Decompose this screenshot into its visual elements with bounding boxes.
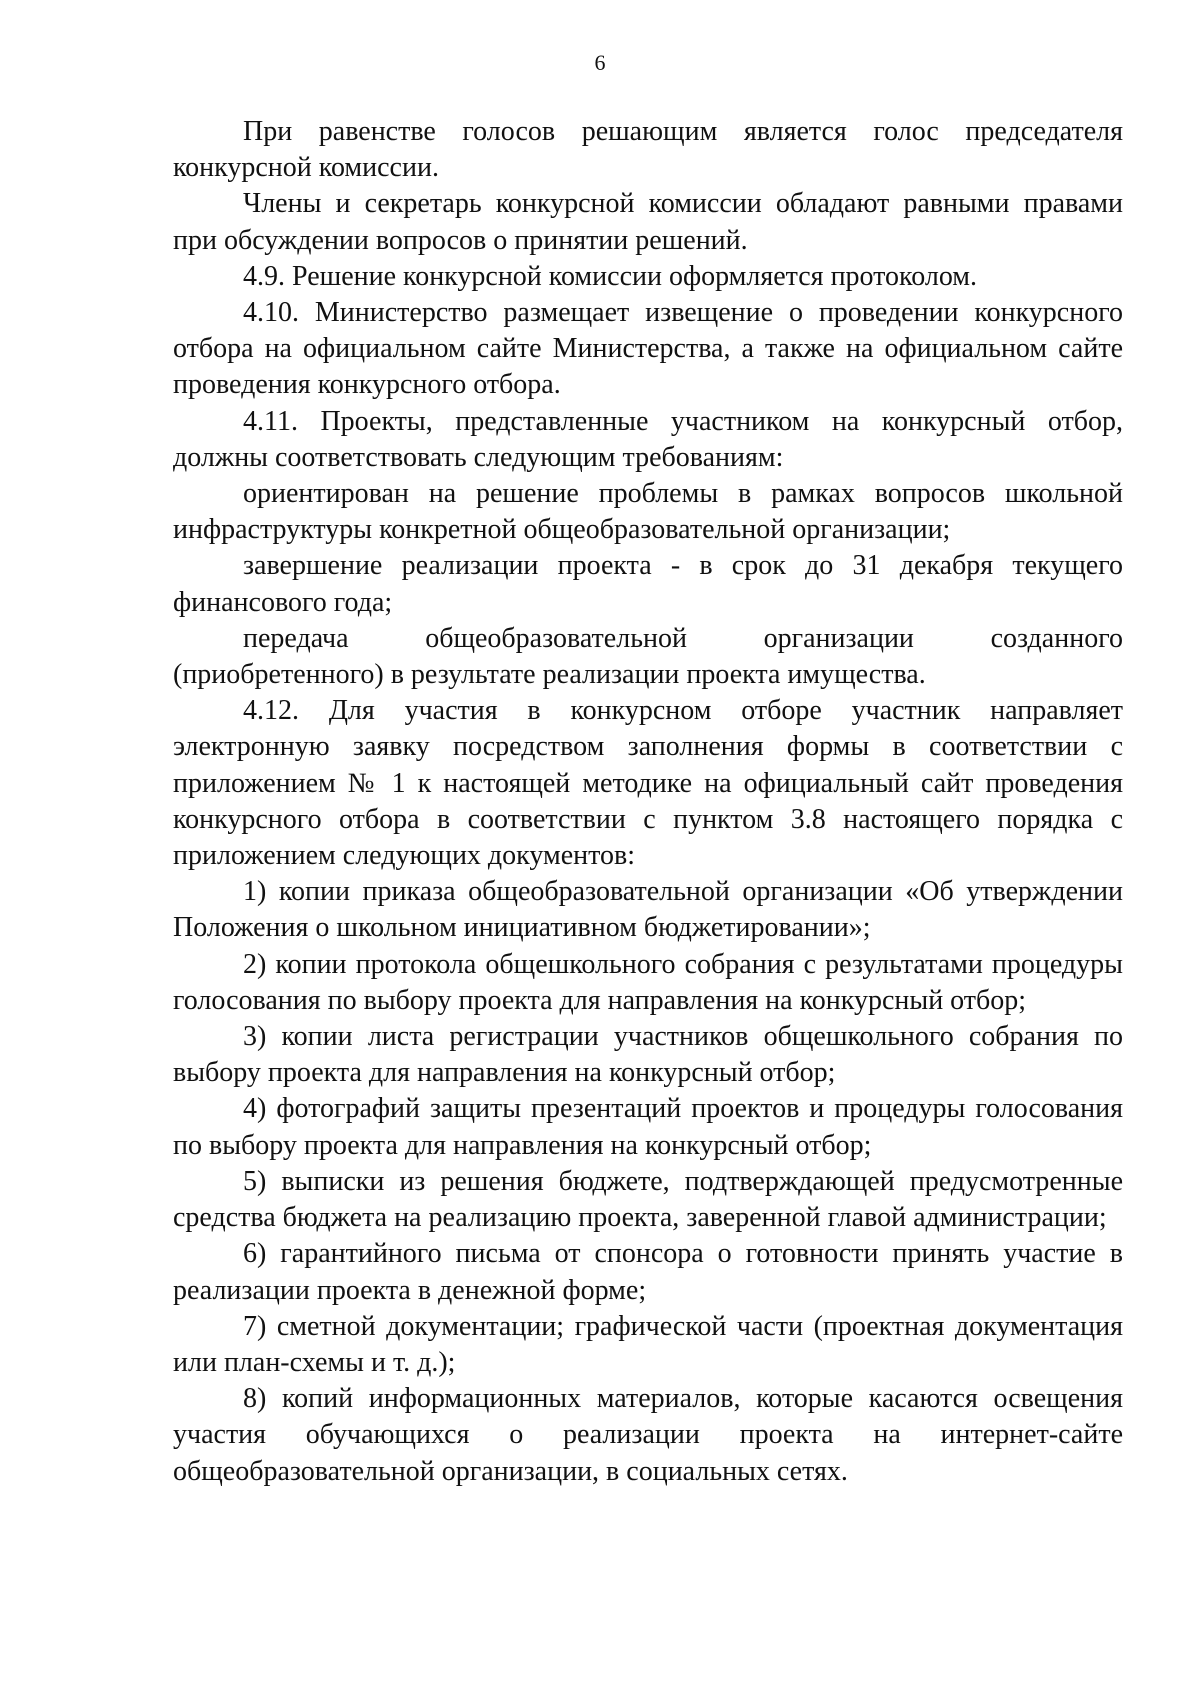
document-list-item: 1) копии приказа общеобразовательной организации «Об утверждении Положения о школьном инициативном бюджетировании»; (173, 876, 1123, 944)
requirement-item: передача общеобразовательной организации созданного (приобретенного) в результате реализации проекта имущества. (173, 622, 1123, 691)
document-list-item: 8) копий информационных материалов, которые касаются освещения участия обучающихся о реализации проекта на интернет-сайте общеобразовательной организации, в социальных сетях. (173, 1383, 1123, 1487)
document-list-item: 6) гарантийного письма от спонсора о готовности принять участие в реализации проекта в денежной форме; (173, 1238, 1123, 1306)
document-list-item: 5) выписки из решения бюджете, подтверждающей предусмотренные средства бюджета на реализацию проекта, заверенной главой администрации; (173, 1165, 1123, 1234)
requirement-item: завершение реализации проекта - в срок до 31 декабря текущего финансового года; (173, 550, 1123, 618)
paragraph-4-10: 4.10. Министерство размещает извещение о проведении конкурсного отбора на официальном сайте Министерства, а также на официальном сайте проведения конкурсного отбора. (173, 297, 1123, 401)
document-list-item: 4) фотографий защиты презентаций проектов и процедуры голосования по выбору проекта для направления на конкурсный отбор; (173, 1093, 1123, 1161)
document-body (173, 114, 1123, 1490)
paragraph-members-rights: Члены и секретарь конкурсной комиссии обладают равными правами при обсуждении вопросов о принятии решений. (173, 188, 1123, 256)
paragraph-4-9: 4.9. Решение конкурсной комиссии оформляется протоколом. (243, 260, 978, 292)
document-list-item: 3) копии листа регистрации участников общешкольного собрания по выбору проекта для направления на конкурсный отбор; (173, 1021, 1123, 1089)
paragraph-4-11: 4.11. Проекты, представленные участником на конкурсный отбор, должны соответствовать следующим требованиям: (173, 405, 1123, 473)
page-number: 6 (594, 50, 606, 75)
document-list-item: 7) сметной документации; графической части (проектная документация или план-схемы и т. д.); (173, 1310, 1123, 1378)
requirement-item: ориентирован на решение проблемы в рамках вопросов школьной инфраструктуры конкретной общеобразовательной организации; (173, 478, 1123, 546)
paragraph-tie-vote: При равенстве голосов решающим является голос председателя конкурсной комиссии. (173, 116, 1123, 184)
paragraph-4-12: 4.12. Для участия в конкурсном отборе участник направляет электронную заявку посредством заполнения формы в соответствии с приложением № 1 к настоящей методике на официальный сайт проведения конкурсного отбора в соответствии с пунктом 3.8 настоящего порядка с приложением следующих документов: (173, 695, 1123, 872)
document-list-item: 2) копии протокола общешкольного собрания с результатами процедуры голосования по выбору проекта для направления на конкурсный отбор; (173, 948, 1123, 1016)
